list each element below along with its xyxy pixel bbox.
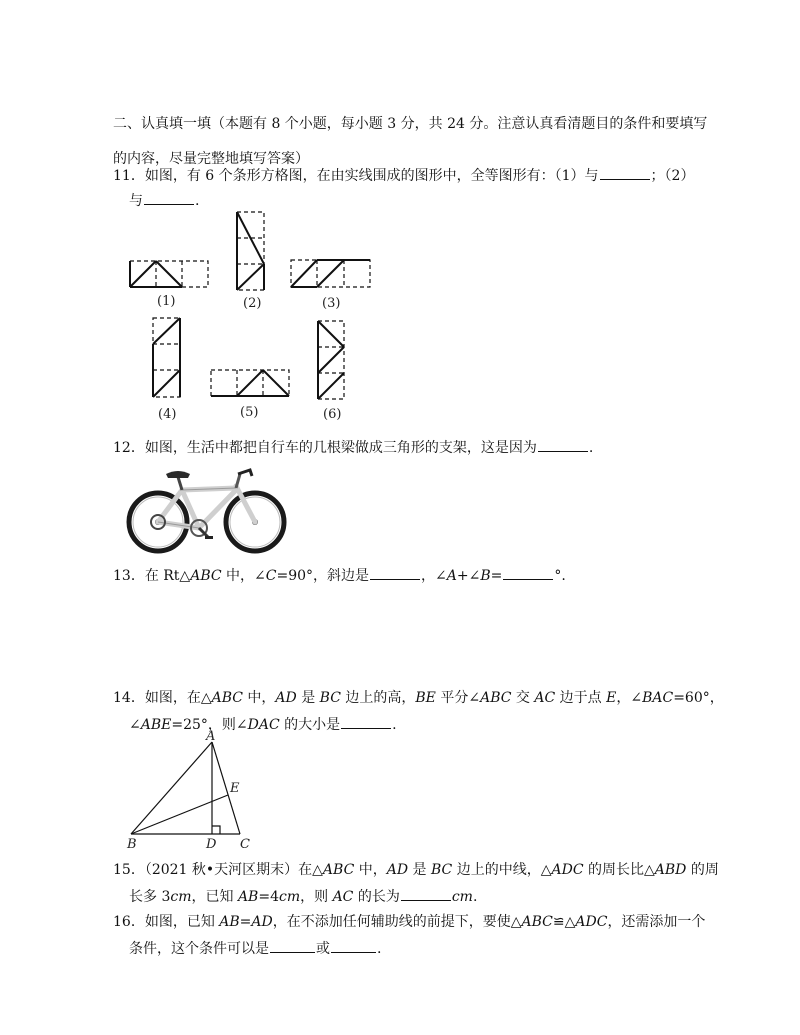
q15-t6: BC [431, 862, 453, 878]
q15-t2: ABC [322, 862, 355, 878]
q13-t10: = [490, 568, 503, 584]
q14-t19: ABE [140, 717, 172, 733]
q14-t5: 是 [296, 690, 320, 706]
q15-t8: ADC [551, 862, 584, 878]
q15-t21: cm [451, 889, 473, 905]
q14-t17: =60°， [673, 690, 724, 706]
q13-t8: +∠ [456, 568, 481, 584]
q13-t5: =90°，斜边是 [276, 568, 370, 584]
q14-t12: AC [534, 690, 556, 706]
q12-text-a: 12．如图，生活中都把自行车的几根梁做成三角形的支架，这是因为 [113, 440, 537, 456]
q16-t6: ABC [521, 914, 553, 930]
section-heading-line2: 的内容，尽量完整地填写答案） [113, 151, 309, 167]
q15-line1 [113, 861, 719, 879]
q14-t16: BAC [642, 690, 674, 706]
q11-text-a: 11．如图，有 6 个条形方格图，在由实线围成的图形中，全等图形有：（1）与 [113, 168, 599, 184]
q16-line1 [113, 913, 705, 931]
point-label-d: D [206, 837, 217, 852]
q13-t6: ，∠ [421, 568, 447, 584]
q13-t7: A [446, 568, 457, 584]
q16-t12: . [377, 941, 382, 957]
q14-t13: 边于点 [555, 690, 607, 706]
point-label-c: C [240, 837, 250, 852]
q15-t3: 中， [354, 862, 387, 878]
q16-answer-blank-2[interactable] [331, 938, 376, 953]
point-label-e: E [230, 781, 240, 796]
q11-text-d: . [195, 193, 200, 209]
q15-t16: =4 [258, 889, 279, 905]
q15-t11: 的周 [686, 862, 719, 878]
q16-t10: 条件，这个条件可以是 [129, 941, 269, 957]
q13-t4: C [265, 568, 277, 584]
q13-t9: B [480, 568, 491, 584]
q15-t9: 的周长比△ [583, 862, 655, 878]
q14-t15: ，∠ [616, 690, 643, 706]
q13-t2: ABC [190, 568, 222, 584]
q13-t1: 13．在 Rt△ [113, 568, 191, 584]
q16-answer-blank-1[interactable] [270, 938, 315, 953]
q11-text-b: ；（2） [650, 168, 695, 184]
fig-label-5: (5) [240, 405, 259, 420]
q14-t6: BC [319, 690, 341, 706]
fig-label-2: (2) [243, 296, 262, 311]
q15-t19: AC [332, 889, 354, 905]
q16-t3: = [239, 914, 252, 930]
q14-t1: 14．如图，在△ [113, 690, 212, 706]
q14-t8: BE [415, 690, 436, 706]
q15-t10: ABD [654, 862, 687, 878]
q15-t22: . [472, 889, 478, 905]
q14-t2: ABC [211, 690, 243, 706]
q16-t1: 16．如图，已知 [113, 914, 220, 930]
q15-t13: cm [170, 889, 192, 905]
q16-t8: ADC [575, 914, 608, 930]
q14-t4: AD [275, 690, 297, 706]
point-label-b: B [127, 837, 137, 852]
q16-t4: AD [251, 914, 273, 930]
q15-t7: 边上的中线，△ [452, 862, 552, 878]
q15-t4: AD [386, 862, 409, 878]
fig-label-6: (6) [323, 407, 342, 422]
q15-t18: ，则 [300, 889, 333, 905]
q14-t14: E [606, 690, 617, 706]
q15-t14: ，已知 [191, 889, 238, 905]
q11-text-c: 与 [129, 193, 143, 209]
fig-label-1: (1) [157, 294, 176, 309]
section-heading-line1: 二、认真填一填（本题有 8 个小题，每小题 3 分，共 24 分。注意认真看清题目的条件和要填写 [113, 116, 708, 132]
q12-text-b: . [588, 440, 594, 456]
q16-t7: ≌△ [552, 914, 576, 930]
q16-t2: AB [219, 914, 240, 930]
q14-t11: 交 [511, 690, 535, 706]
q16-t9: ，还需添加一个 [607, 914, 706, 930]
q15-answer-blank[interactable] [401, 886, 451, 901]
q16-t5: ，在不添加任何辅助线的前提下，要使△ [272, 914, 522, 930]
q16-t11: 或 [316, 941, 330, 957]
q15-t5: 是 [408, 862, 431, 878]
q14-t22: 的大小是 [279, 717, 341, 733]
fig-label-3: (3) [322, 296, 341, 311]
q16-line2 [129, 938, 381, 958]
q14-t21: DAC [247, 717, 280, 733]
q15-t17: cm [278, 889, 301, 905]
q13-t3: 中，∠ [221, 568, 266, 584]
q14-t23: . [392, 717, 397, 733]
q15-t20: 的长为 [353, 889, 400, 905]
q14-t3: 中， [242, 690, 276, 706]
q14-t10: ABC [480, 690, 512, 706]
q14-t7: 边上的高， [340, 690, 416, 706]
q14-t20: =25°，则∠ [171, 717, 248, 733]
q14-t9: 平分∠ [435, 690, 481, 706]
point-label-a: A [206, 729, 216, 744]
q15-t1: 15．（2021 秋•天河区期末）在△ [113, 862, 323, 878]
fig-label-4: (4) [158, 407, 177, 422]
q13-t11: °. [554, 568, 566, 584]
q14-t18: ∠ [129, 717, 141, 733]
q15-t12: 长多 3 [129, 889, 171, 905]
q15-t15: AB [237, 889, 259, 905]
q15-line2 [129, 886, 477, 906]
